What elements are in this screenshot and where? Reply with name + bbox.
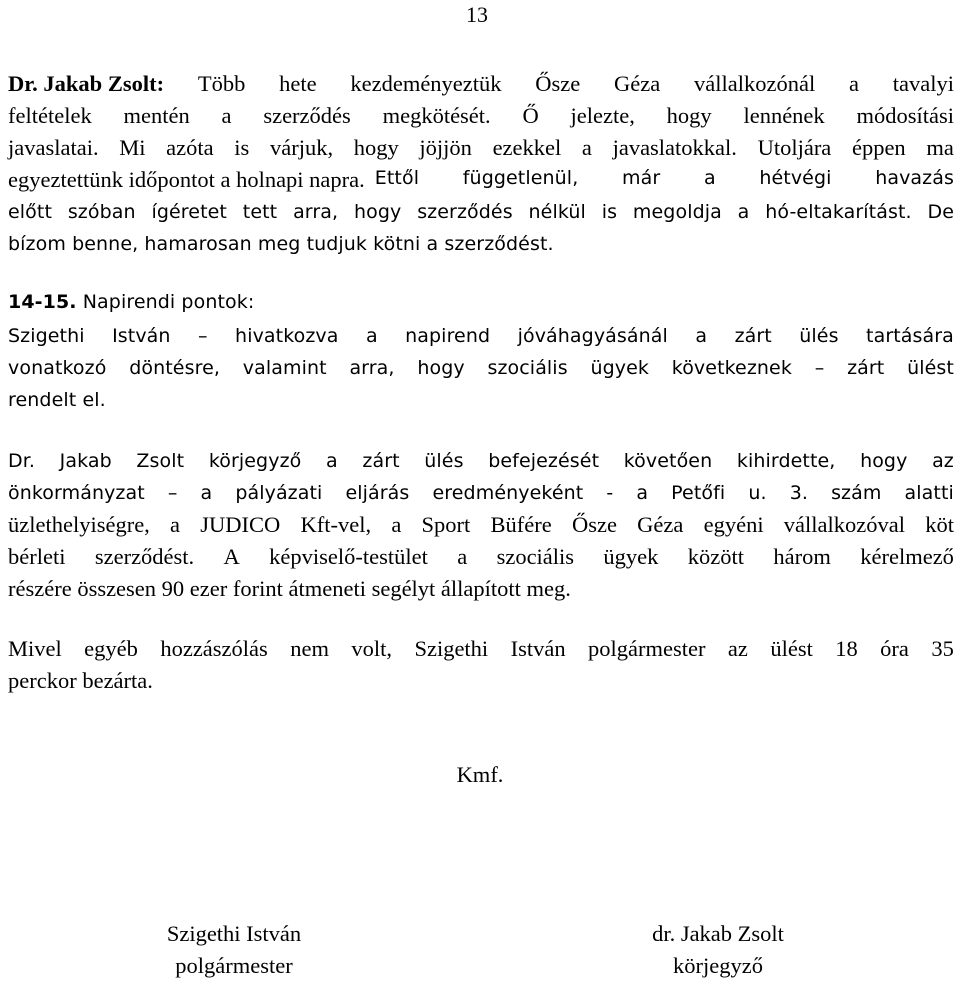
word: a bbox=[737, 201, 750, 223]
word: kérelmező bbox=[860, 544, 954, 569]
paragraph-1-line-4-sans bbox=[375, 167, 954, 193]
word: nélkül bbox=[528, 201, 586, 223]
word: – bbox=[198, 325, 208, 347]
word: már bbox=[622, 167, 661, 189]
word: 35 bbox=[931, 636, 954, 661]
word: a bbox=[849, 71, 859, 96]
word: István bbox=[510, 636, 566, 661]
word: ezekkel bbox=[492, 135, 562, 160]
word: szerződés bbox=[263, 103, 351, 128]
word: függetlenül, bbox=[462, 167, 579, 189]
word: hogy bbox=[417, 357, 465, 379]
word: között bbox=[687, 544, 745, 569]
word: havazás bbox=[875, 167, 954, 189]
section-title: Napirendi pontok: bbox=[82, 291, 255, 313]
paragraph-1-line-2 bbox=[8, 103, 954, 129]
word: mentén bbox=[123, 103, 190, 128]
paragraph-1-line-4-serif: egyeztettünk időpontot a holnapi napra. bbox=[8, 167, 365, 192]
word: kihirdette, bbox=[736, 450, 836, 472]
paragraph-3-line-2 bbox=[8, 482, 954, 504]
section-number: 14-15. bbox=[8, 291, 77, 313]
word: Utoljára bbox=[757, 135, 832, 160]
word: a bbox=[636, 482, 649, 504]
word: a bbox=[200, 482, 213, 504]
word: óra bbox=[880, 636, 909, 661]
signature-left-name: Szigethi István bbox=[166, 921, 302, 946]
word: szóban bbox=[67, 201, 136, 223]
word: Mi bbox=[119, 135, 146, 160]
word: ígéretet bbox=[151, 201, 227, 223]
word: előtt bbox=[8, 201, 52, 223]
word: befejezését bbox=[488, 450, 600, 472]
word: u. bbox=[748, 482, 767, 504]
word: a bbox=[703, 167, 716, 189]
word: 18 bbox=[835, 636, 858, 661]
word: jelezte, bbox=[570, 103, 635, 128]
word: Ősze bbox=[571, 512, 617, 537]
word: az bbox=[932, 450, 954, 472]
paragraph-3-line-5: részére összesen 90 ezer forint átmeneti segélyt állapított meg. bbox=[8, 576, 571, 601]
word: a bbox=[326, 450, 338, 472]
word: szerződést. bbox=[94, 544, 195, 569]
word: megkötését. bbox=[382, 103, 491, 128]
word: ülés bbox=[424, 450, 464, 472]
word: – bbox=[814, 357, 825, 379]
word: Ősze bbox=[535, 71, 581, 96]
word: ma bbox=[926, 135, 954, 160]
word: ügyek bbox=[603, 544, 659, 569]
word: a bbox=[365, 325, 378, 347]
signature-right bbox=[608, 918, 828, 982]
word: képviselő-testület bbox=[269, 544, 428, 569]
signature-right-title: körjegyző bbox=[673, 953, 763, 978]
word: zárt bbox=[362, 450, 400, 472]
word: – bbox=[167, 482, 178, 504]
paragraph-3-line-3 bbox=[8, 512, 954, 538]
word: módosítási bbox=[856, 103, 954, 128]
word: a bbox=[581, 135, 592, 160]
word: üzlethelyiségre, bbox=[8, 512, 150, 537]
paragraph-3-line-1 bbox=[8, 450, 954, 472]
word: volt, bbox=[351, 636, 393, 661]
signature-right-name: dr. Jakab Zsolt bbox=[652, 921, 784, 946]
word: alatti bbox=[904, 482, 954, 504]
word: ülést bbox=[907, 357, 954, 379]
word: is bbox=[234, 135, 250, 160]
word: vállalkozóval bbox=[783, 512, 905, 537]
word: Több bbox=[197, 71, 246, 96]
word: JUDICO bbox=[200, 512, 281, 537]
paragraph-1-line-1 bbox=[8, 71, 954, 97]
word: hogy bbox=[666, 103, 712, 128]
word: Zsolt bbox=[136, 450, 185, 472]
word: szociális bbox=[496, 544, 575, 569]
word: hozzászólás bbox=[160, 636, 268, 661]
word: egyéb bbox=[84, 636, 138, 661]
word: a bbox=[695, 325, 708, 347]
paragraph-4-line-2: perckor bezárta. bbox=[8, 668, 153, 693]
word: a bbox=[170, 512, 181, 537]
signature-left bbox=[124, 918, 344, 982]
word: hivatkozva bbox=[235, 325, 339, 347]
word: kezdeményeztük bbox=[350, 71, 502, 96]
word: István bbox=[112, 325, 171, 347]
word: Géza bbox=[614, 71, 661, 96]
word: tartására bbox=[866, 325, 954, 347]
word: zárt bbox=[847, 357, 885, 379]
word: - bbox=[606, 482, 614, 504]
word: De bbox=[927, 201, 954, 223]
word: következnek bbox=[671, 357, 792, 379]
word: megoldja bbox=[632, 201, 722, 223]
word: várjuk, bbox=[269, 135, 334, 160]
word: hogy bbox=[353, 135, 399, 160]
word: szociális bbox=[487, 357, 568, 379]
word: pályázati bbox=[235, 482, 323, 504]
word: Kft-vel, bbox=[300, 512, 372, 537]
word: is bbox=[601, 201, 618, 223]
word: Ettől bbox=[374, 167, 420, 189]
word: három bbox=[773, 544, 831, 569]
signature-left-title: polgármester bbox=[175, 953, 293, 978]
word: polgármester bbox=[588, 636, 706, 661]
word: jöjjön bbox=[419, 135, 472, 160]
word: követően bbox=[623, 450, 713, 472]
word: döntésre, bbox=[129, 357, 221, 379]
word: szám bbox=[831, 482, 882, 504]
word: valamint bbox=[242, 357, 327, 379]
word: javaslatokkal. bbox=[612, 135, 737, 160]
word: Sport bbox=[421, 512, 471, 537]
word: bérleti bbox=[8, 544, 66, 569]
section-line-2 bbox=[8, 357, 954, 379]
word: arra, bbox=[293, 201, 339, 223]
word: Petőfi bbox=[671, 482, 726, 504]
word: köt bbox=[925, 512, 954, 537]
word: javaslatai. bbox=[8, 135, 99, 160]
word: éppen bbox=[851, 135, 906, 160]
page-number: 13 bbox=[466, 2, 488, 27]
word: feltételek bbox=[8, 103, 92, 128]
word: hete bbox=[279, 71, 317, 96]
word: tett bbox=[242, 201, 278, 223]
word: arra, bbox=[349, 357, 395, 379]
word: ülés bbox=[799, 325, 839, 347]
paragraph-1-line-4 bbox=[8, 167, 954, 193]
word: vonatkozó bbox=[8, 357, 107, 379]
paragraph-3-line-4 bbox=[8, 544, 954, 570]
word: szerződés bbox=[417, 201, 513, 223]
word: hó-eltakarítást. bbox=[765, 201, 912, 223]
word: egyéni bbox=[703, 512, 764, 537]
closing-kmf: Kmf. bbox=[456, 762, 504, 787]
word: Dr. bbox=[8, 450, 36, 472]
word: zárt bbox=[734, 325, 772, 347]
word: eljárás bbox=[345, 482, 410, 504]
word: Szigethi bbox=[8, 325, 85, 347]
word: 3. bbox=[789, 482, 809, 504]
word: Géza bbox=[637, 512, 684, 537]
word: Jakab bbox=[59, 450, 112, 472]
paragraph-1-line-6: bízom benne, hamarosan meg tudjuk kötni a szerződést. bbox=[8, 233, 554, 255]
word: A bbox=[223, 544, 240, 569]
word: azóta bbox=[166, 135, 214, 160]
word: vállalkozónál bbox=[694, 71, 816, 96]
speaker-name: Dr. Jakab Zsolt: bbox=[8, 71, 165, 96]
word: hogy bbox=[860, 450, 908, 472]
word: ülést bbox=[770, 636, 813, 661]
word: nem bbox=[290, 636, 329, 661]
word: önkormányzat bbox=[8, 482, 145, 504]
word: hogy bbox=[354, 201, 402, 223]
word: ügyek bbox=[590, 357, 650, 379]
word: eredményeként bbox=[432, 482, 584, 504]
word: tavalyi bbox=[892, 71, 954, 96]
section-line-1 bbox=[8, 325, 954, 347]
word: Ő bbox=[522, 103, 539, 128]
word: Büfére bbox=[490, 512, 552, 537]
word: jóváhagyásánál bbox=[517, 325, 668, 347]
paragraph-1-line-5 bbox=[8, 201, 954, 223]
section-heading bbox=[8, 291, 954, 313]
word: napirend bbox=[405, 325, 491, 347]
word: a bbox=[457, 544, 468, 569]
word: lennének bbox=[743, 103, 825, 128]
paragraph-4-line-1 bbox=[8, 636, 954, 662]
paragraph-1-line-3 bbox=[8, 135, 954, 161]
word: Mivel bbox=[8, 636, 62, 661]
word: körjegyző bbox=[208, 450, 302, 472]
word: az bbox=[727, 636, 748, 661]
word: hétvégi bbox=[759, 167, 832, 189]
section-line-3: rendelt el. bbox=[8, 389, 106, 411]
word: a bbox=[391, 512, 402, 537]
word: a bbox=[221, 103, 232, 128]
word: Szigethi bbox=[414, 636, 489, 661]
